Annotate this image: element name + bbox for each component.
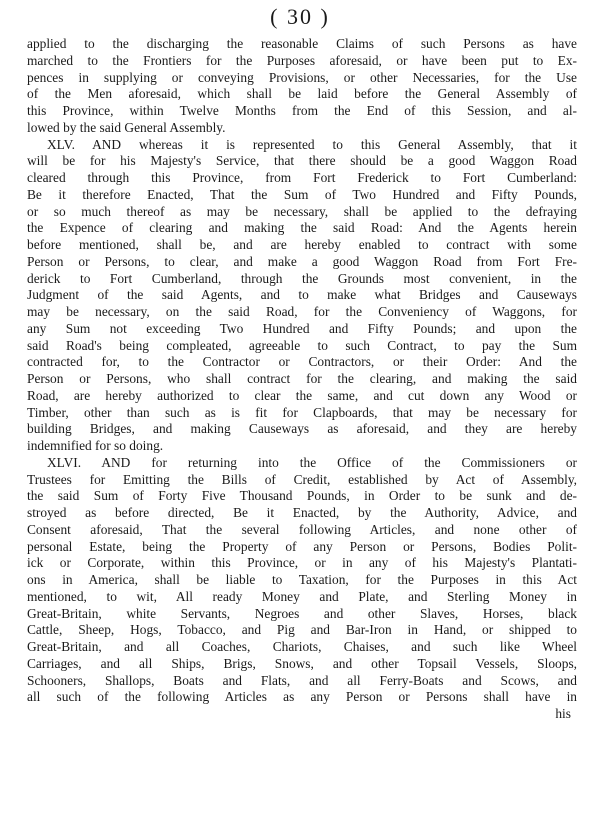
text-line: Trustees for Emitting the Bills of Credit, established by Act of Assembly,: [27, 471, 577, 487]
section-heading-xlvi: XLVI. AND for returning into the Office of the Commissioners or: [47, 454, 577, 470]
text-line: this Province, within Twelve Months from the End of this Session, and al-: [27, 103, 577, 118]
text-line: all such of the following Articles as any Person or Persons shall have in: [27, 689, 577, 705]
text-line: derick to Fort Cumberland, through the Grounds most convenient, in the: [27, 270, 577, 286]
text-line: the said Sum of Forty Five Thousand Pounds, in Order to be sunk and de-: [27, 488, 577, 504]
text-line: Road, are hereby authorized to clear the same, and cut down any Wood or: [27, 387, 577, 403]
text-line: marched to the Frontiers for the Purposes aforesaid, or have been put to Ex-: [27, 52, 577, 68]
text-line: ick or Corporate, within this Province, or in any of his Majesty's Plantati-: [27, 555, 577, 571]
text-line: Carriages, and all Ships, Brigs, Snows, and other Topsail Vessels, Sloops,: [27, 655, 577, 671]
text-line: personal Estate, being the Property of any Person or Persons, Bodies Polit-: [27, 538, 577, 554]
text-line: before mentioned, shall be, and are hereby enabled to contract with some: [27, 237, 577, 252]
text-line: or so much thereof as may be necessary, shall be applied to the defraying: [27, 203, 577, 219]
text-line: Judgment of the said Agents, and to make what Bridges and Causeways: [27, 287, 577, 303]
document-text: [27, 36, 577, 723]
text-line: Timber, other than such as is fit for Clapboards, that may be necessary for: [27, 404, 577, 420]
section-heading-xlv: XLV. AND whereas it is represented to this General Assembly, that it: [47, 136, 577, 152]
text-line: may be necessary, on the said Road, for the Conveniency of Waggons, for: [27, 304, 577, 319]
text-line: said Road's being compleated, agreeable to such Contract, to pay the Sum: [27, 337, 577, 353]
text-line: contracted for, to the Contractor or Contractors, or their Order: And the: [27, 354, 577, 370]
text-line: indemnified for so doing.: [27, 438, 164, 453]
text-line: cleared through this Province, from Fort Frederick to Fort Cumberland:: [27, 170, 577, 185]
text-line: Person or Persons, to clear, and make a good Waggon Road from Fort Fre-: [27, 253, 577, 269]
text-line: mentioned, to wit, All ready Money and Plate, and Sterling Money in: [27, 588, 577, 604]
text-line: Person or Persons, who shall contract for the clearing, and making the said: [27, 371, 577, 386]
text-line: building Bridges, and making Causeways as aforesaid, and they are hereby: [27, 421, 577, 437]
text-line: stroyed as before directed, Be it Enacted, by the Authority, Advice, and: [27, 505, 577, 520]
text-line: applied to the discharging the reasonable Claims of such Persons as have: [27, 36, 577, 51]
text-line: Cattle, Sheep, Hogs, Tobacco, and Pig and Bar-Iron in Hand, or shipped to: [27, 622, 577, 638]
text-line: Consent aforesaid, That the several following Articles, and none other of: [27, 521, 577, 537]
text-line: the Expence of clearing and making the said Road: And the Agents herein: [27, 220, 577, 236]
text-line: of the Men aforesaid, which shall be laid before the General Assembly of: [27, 86, 577, 102]
text-line: any Sum not exceeding Two Hundred and Fifty Pounds; and upon the: [27, 320, 577, 336]
page-number: ( 30 ): [270, 4, 330, 29]
text-line: Great-Britain, white Servants, Negroes and other Slaves, Horses, black: [27, 605, 577, 621]
text-line: ons in America, shall be liable to Taxation, for the Purposes in this Act: [27, 572, 577, 587]
text-line: lowed by the said General Assembly.: [27, 119, 226, 135]
catchword: his: [555, 706, 571, 721]
text-line: Schooners, Shallops, Boats and Flats, and all Ferry-Boats and Scows, and: [27, 672, 577, 688]
text-line: Be it therefore Enacted, That the Sum of Two Hundred and Fifty Pounds,: [27, 186, 577, 202]
text-line: pences in supplying or conveying Provisions, or other Necessaries, for the Use: [27, 69, 577, 85]
text-line: will be for his Majesty's Service, that there should be a good Waggon Road: [27, 153, 577, 169]
text-line: Great-Britain, and all Coaches, Chariots, Chaises, and such like Wheel: [27, 639, 577, 654]
